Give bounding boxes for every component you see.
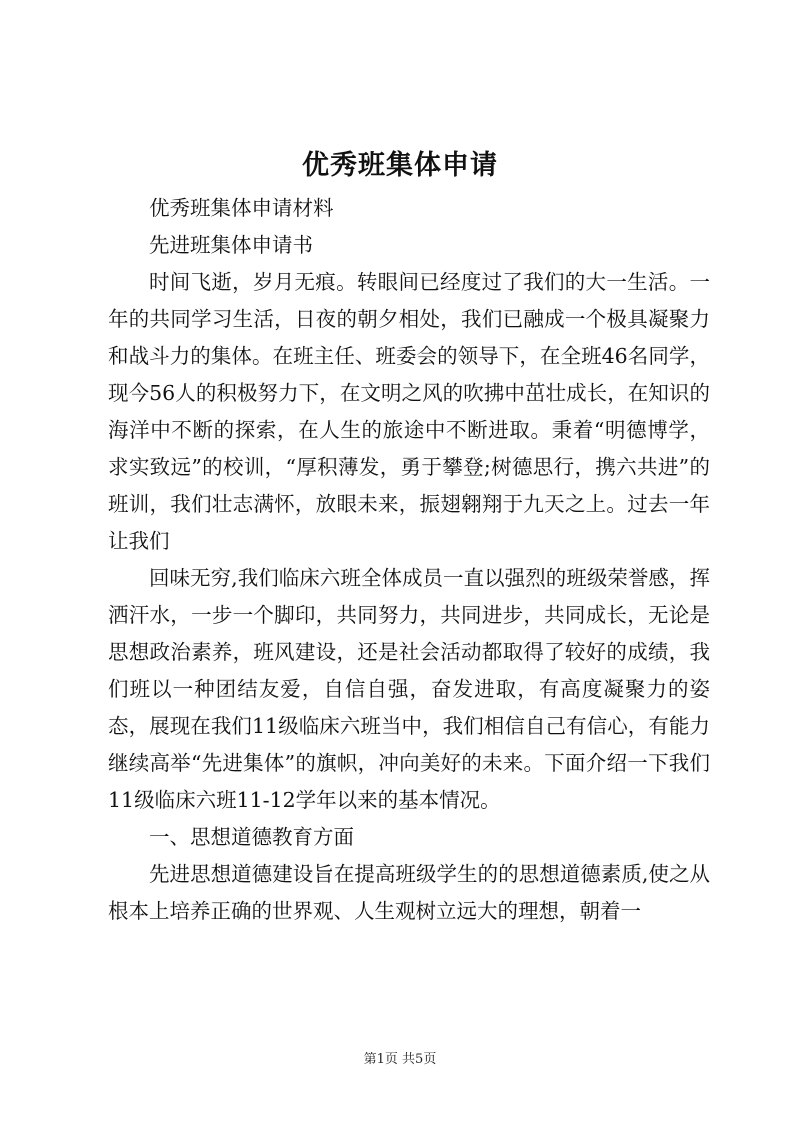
document-title: 优秀班集体申请 (302, 150, 498, 181)
paragraph-intro: 时间飞逝，岁月无痕。转眼间已经度过了我们的大一生活。一年的共同学习生活，日夜的朝夕相处，我们已融成一个极具凝聚力和战斗力的集体。在班主任、班委会的领导下，在全班46名同学，现今56人的积极努力下，在文明之风的吹拂中茁壮成长，在知识的海洋中不断的探索，在人生的旅途中不断进取。秉着“明德博学，求实致远”的校训，“厚积薄发，勇于攀登;树德思行，携六共进”的班训，我们壮志满怀，放眼未来，振翅翱翔于九天之上。过去一年让我们 (108, 270, 710, 553)
paragraph-class-summary: 回味无穷,我们临床六班全体成员一直以强烈的班级荣誉感，挥洒汗水，一步一个脚印，共同努力，共同进步，共同成长，无论是思想政治素养，班风建设，还是社会活动都取得了较好的成绩，我们班以一种团结友爱，自信自强，奋发进取，有高度凝聚力的姿态，展现在我们11级临床六班当中，我们相信自己有信心，有能力继续高举“先进集体”的旗帜，冲向美好的未来。下面介绍一下我们11级临床六班11-12学年以来的基本情况。 (108, 566, 710, 812)
page-footer: 第1页 共5页 (363, 1052, 437, 1067)
paragraph-materials-heading: 优秀班集体申请材料 (149, 196, 334, 220)
paragraph-moral-education: 先进思想道德建设旨在提高班级学生的的思想道德素质,使之从根本上培养正确的世界观、人生观树立远大的理想，朝着一 (108, 862, 710, 923)
section-heading-moral-education: 一、思想道德教育方面 (149, 825, 354, 849)
paragraph-application-heading: 先进班集体申请书 (149, 233, 313, 257)
document-body (108, 190, 710, 930)
